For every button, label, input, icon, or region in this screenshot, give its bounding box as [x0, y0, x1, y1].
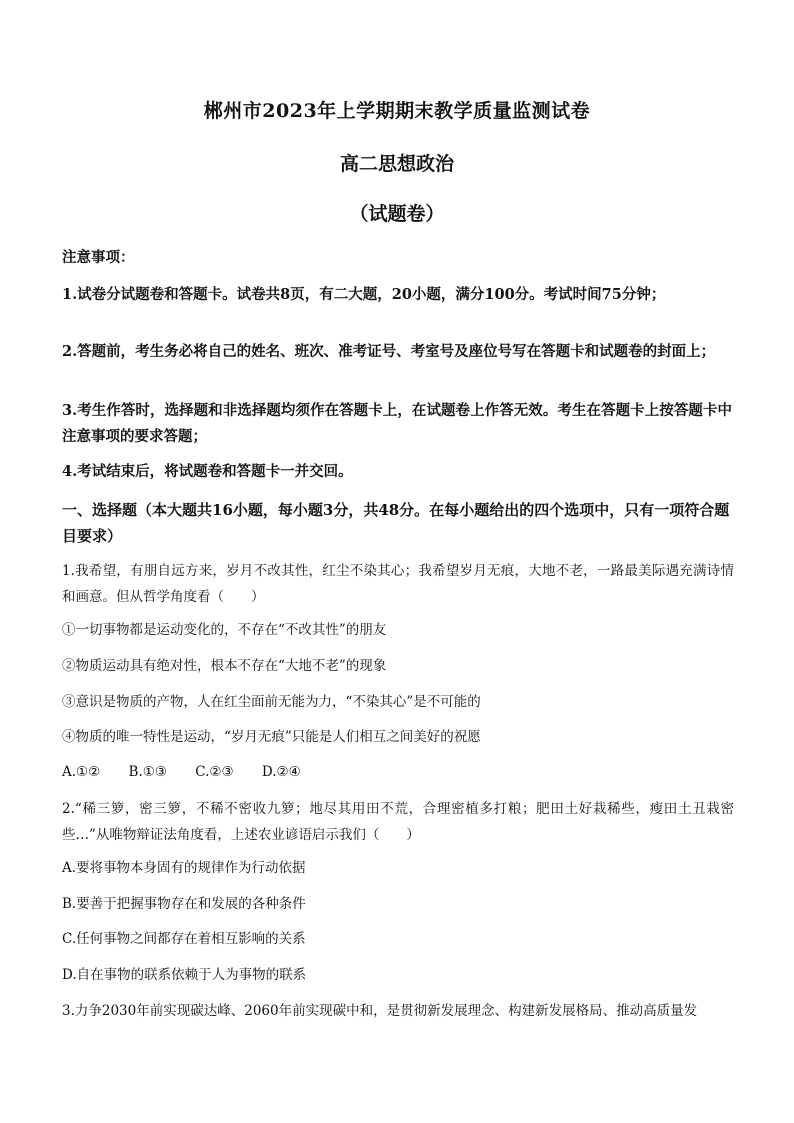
- question-2-stem: 2.“稀三箩，密三箩，不稀不密收九箩；地尽其用田不荒，合理密植多打粮；肥田土好栽稀些，瘦田土丑栽密些…”从唯物辩证法角度看，上述农业谚语启示我们（ ）: [62, 801, 734, 843]
- question-1-option-c: C.②③: [195, 764, 234, 780]
- notice-item-1: 1.试卷分试题卷和答题卡。试卷共8页，有二大题，20小题，满分100分。考试时间75分钟；: [62, 286, 666, 303]
- question-2-option-b: B.要善于把握事物存在和发展的各种条件: [62, 896, 306, 912]
- question-1-option-a: A.①②: [62, 764, 101, 780]
- notice-heading: 注意事项：: [62, 249, 135, 266]
- paper-type-label: （试题卷）: [349, 203, 445, 225]
- question-2-option-c: C.任何事物之间都存在着相互影响的关系: [62, 931, 306, 947]
- notice-item-2: 2.答题前，考生务必将自己的姓名、班次、准考证号、考室号及座位号写在答题卡和试题卷的封面上；: [62, 343, 716, 360]
- question-1-statement-2: ②物质运动具有绝对性，根本不存在“大地不老”的现象: [62, 658, 387, 674]
- question-1-statement-4: ④物质的唯一特性是运动，“岁月无痕”只能是人们相互之间美好的祝愿: [62, 729, 481, 745]
- exam-title: 郴州市2023年上学期期末教学质量监测试卷: [203, 100, 591, 122]
- notice-item-3: 3.考生作答时，选择题和非选择题均须作在答题卡上，在试题卷上作答无效。考生在答题卡上按答题卡中注意事项的要求答题；: [62, 402, 732, 445]
- question-2-option-a: A.要将事物本身固有的规律作为行动依据: [62, 860, 306, 876]
- question-1-option-d: D.②④: [261, 764, 301, 780]
- question-1-statement-1: ①一切事物都是运动变化的，不存在“不改其性”的朋友: [62, 622, 387, 638]
- question-1-option-b: B.①③: [128, 764, 167, 780]
- section-heading-choice: 一、选择题（本大题共16小题，每小题3分，共48分。在每小题给出的四个选项中，只有一项符合题目要求）: [62, 501, 730, 545]
- question-1-stem: 1.我希望，有朋自远方来，岁月不改其性，红尘不染其心；我希望岁月无痕，大地不老，一路最美际遇充满诗情和画意。但从哲学角度看（ ）: [62, 563, 734, 605]
- question-1-statement-3: ③意识是物质的产物，人在红尘面前无能为力，“不染其心”是不可能的: [62, 694, 481, 710]
- question-1-options: [62, 762, 325, 782]
- subject-title: 高二思想政治: [339, 153, 454, 175]
- question-3-stem: 3.力争2030年前实现碳达峰、2060年前实现碳中和，是贯彻新发展理念、构建新发展格局、推动高质量发: [62, 1003, 698, 1019]
- notice-item-4: 4.考试结束后，将试题卷和答题卡一并交回。: [62, 463, 353, 480]
- question-2-option-d: D.自在事物的联系依赖于人为事物的联系: [62, 967, 307, 983]
